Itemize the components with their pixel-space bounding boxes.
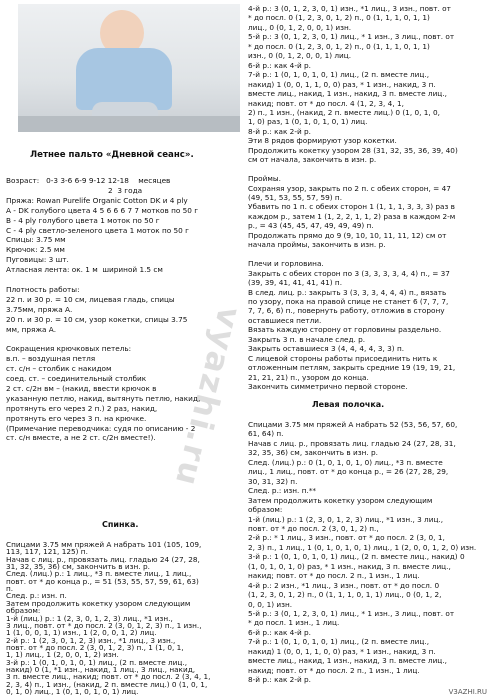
text-line: указанную петлю, накид, вытянуть петлю, накид,: [6, 393, 201, 403]
text-line: Закончить симметрично первой стороне.: [248, 382, 408, 391]
text-line: начала проймы, закончить в изн. р.: [248, 240, 386, 250]
text-line: 1, 0) раз, 1 (0, 1, 0, 1, 0, 1) лиц.: [248, 117, 368, 127]
text-line: 5-й р.: 3 (0, 1, 2, 3, 0, 1) лиц., * 1 изн., 3 лиц., повт. от: [248, 609, 455, 618]
text-line: накид) 1 (0, 0, 1, 1, 0, 0) раз, * 1 изн., накид, 3 п.: [248, 79, 436, 89]
text-line: Плотность работы:: [6, 284, 80, 294]
text-line: образом:: [248, 505, 283, 515]
text-line: 61, 64) п.: [248, 429, 284, 439]
text-line: 8-й р.: как 2-й р.: [248, 126, 311, 136]
text-line: Сохраняя узор, закрыть по 2 п. с обеих сторон, = 47: [248, 183, 451, 193]
text-line: 8-й р.: как 2-й р.: [248, 675, 311, 685]
floor-shape: [18, 116, 240, 132]
text-line: по узору, пока на правой спице не станет 6 (7, 7, 7,: [248, 296, 449, 306]
text-line: 30, 31, 32) п.: [248, 476, 298, 486]
text-line: накид; повт. от * до посл. 2 п., 1 изн., 1 лиц.: [248, 571, 420, 581]
text-line: каждом р., затем 1 (1, 2, 2, 1, 1, 2) раза в каждом 2-м: [248, 211, 456, 221]
site-label: V3AZHI.RU: [448, 688, 487, 696]
text-line: (1, 2, 3, 0, 1, 2) п., 0 (1, 1, 1, 0, 1, 1) лиц., 0 (0, 1, 2,: [248, 590, 442, 600]
text-line: Продолжать прямо до 9 (9, 10, 10, 11, 11, 12) см от: [248, 230, 447, 240]
text-line: Начав с лиц. р., провязать лиц. гладью 24 (27, 28, 31,: [248, 438, 456, 448]
text-line: (39, 39, 41, 41, 41, 41) п.: [248, 278, 343, 288]
text-line: 7, 7, 6, 6) п., повернуть работу, отложив в сторону: [248, 306, 445, 316]
text-line: повт. от * до посл. 2 (3, 0, 1, 2) п.,: [248, 523, 379, 533]
text-line: лиц., 1 лиц., повт. от * до конца р., = 26 (27, 28, 29,: [248, 467, 449, 477]
text-line: протянуть его через 3 п. на крючке.: [6, 413, 147, 423]
text-line: мм, пряжа А.: [6, 324, 57, 334]
text-line: В след. лиц. р.: закрыть 3 (3, 3, 3, 4, 4, 4) п., вязать: [248, 287, 447, 297]
text-line: * до посл. 0 (1, 2, 3, 0, 1, 2) п., 0 (1, 1, 1, 0, 1, 1): [248, 13, 430, 23]
text-line: Вязать каждую сторону от горловины раздельно.: [248, 325, 442, 335]
section-heading-back: Спинка.: [102, 520, 139, 529]
text-line: Плечи и горловина.: [248, 259, 324, 269]
text-line: Возраст: 0-3 3-6 6-9 9-12 12-18 месяцев: [6, 176, 171, 185]
text-line: След. (лиц.) р.: 0 (1, 0, 1, 0, 1, 0) лиц., *3 п. вместе: [248, 457, 443, 467]
text-line: Спицами 3.75 мм пряжей А набрать 101 (105, 109,: [6, 540, 202, 549]
text-line: 2 ст. с/2н вм – (накид, ввести крючок в: [6, 383, 157, 393]
text-line: 6-й р.: как 4-й р.: [248, 60, 311, 70]
text-line: 0, 1, 0) лиц., 1 (0, 1, 0, 1, 0, 1) лиц.: [6, 687, 139, 696]
text-line: ст. с/н – столбик с накидом: [6, 364, 112, 374]
text-line: Убавить по 1 п. с обеих сторон 1 (1, 1, 1, 3, 3, 3) раз в: [248, 202, 455, 212]
text-line: изн., 0 (0, 1, 2, 0, 0, 1) лиц.: [248, 51, 352, 61]
text-line: 2, 3) п., 1 лиц., 1 (0, 1, 0, 1, 0, 1) лиц., 1 (2, 0, 0, 1, 2, 0) изн.: [248, 542, 477, 552]
text-line: п.: [6, 584, 14, 594]
text-line: 1-й (лиц.) р.: 1 (2, 3, 0, 1, 2, 3) лиц., *1 изн., 3 лиц.,: [248, 514, 444, 524]
text-line: Затем продолжить кокетку узором следующим: [248, 495, 433, 505]
text-line: (1, 0, 1, 0, 1, 0) раз, * 1 изн., накид, 3 п. вместе лиц.,: [248, 561, 451, 571]
text-line: 6-й р.: как 4-й р.: [248, 627, 311, 637]
text-line: вместе лиц., накид, 1 изн., накид, 3 п. вместе лиц.,: [248, 89, 447, 99]
text-line: 113, 117, 121, 125) п.: [6, 547, 88, 557]
text-line: Эти 8 рядов формируют узор кокетки.: [248, 136, 397, 146]
text-line: Спицами 3.75 мм пряжей А набрать 52 (53, 56, 57, 60,: [248, 420, 458, 429]
text-line: * до посл. 0 (1, 2, 3, 0, 1, 2) п., 0 (1, 1, 1, 0, 1, 1): [248, 41, 430, 51]
text-line: 2) п., 1 изн., (накид, 2 п. вместе лиц.) 0 (1, 0, 1, 0,: [248, 107, 440, 117]
text-line: Сокращения крючковых петель:: [6, 344, 132, 354]
text-line: 32, 35, 36) см, закончить в изн. р.: [248, 448, 378, 458]
text-line: * до посл. 1 изн., 1 лиц.: [248, 618, 340, 628]
text-line: в.п. – воздушная петля: [6, 354, 96, 364]
document-title: Летнее пальто «Дневной сеанс».: [30, 150, 194, 160]
text-line: 3-й р.: 1 (0, 1, 0, 1, 0, 1) лиц., (2 п. вместе лиц., накид) 0: [248, 552, 465, 562]
text-line: 0, 0, 1) изн.: [248, 599, 293, 609]
text-line: 1-й (лиц.) р.: 1 (2, 3, 0, 1, 2, 3) лиц., *1 изн.,: [6, 613, 173, 623]
text-line: Закрыть 3 п. в начале след. р.: [248, 334, 366, 344]
text-line: лиц., 0 (0, 1, 2, 0, 0, 1) изн.: [248, 22, 352, 32]
text-line: р., = 43 (45, 45, 47, 49, 49, 49) п.: [248, 221, 374, 231]
text-line: Проймы.: [248, 174, 281, 184]
text-line: След. р.: изн. п.: [6, 591, 67, 601]
text-line: 2-й р.: * 1 лиц., 3 изн., повт. от * до посл. 2 (3, 0, 1,: [248, 533, 445, 543]
text-line: ст. с/н вместе, а не 2 ст. с/2н вместе!).: [6, 433, 156, 443]
text-line: Пряжа: Rowan Purelife Organic Cotton DK и 4 ply: [6, 195, 188, 205]
text-line: След. (лиц.) р.: 1 лиц., *3 п. вместе лиц., 1 лиц.,: [6, 569, 192, 579]
text-line: 20 п. и 30 р. = 10 см, узор кокетки, спицы 3.75: [6, 314, 188, 324]
text-line: Начав с лиц. р., провязать лиц. гладью 24 (27, 28,: [6, 554, 200, 564]
text-line: (Примечание переводчика: судя по описанию - 2: [6, 423, 196, 433]
text-line: Пуговицы: 3 шт.: [6, 255, 69, 265]
text-line: 2-й р.: 1 (2, 3, 0, 1, 2, 3) изн., *1 лиц., 3 изн.,: [6, 635, 176, 645]
text-line: соед. ст. – соединительный столбик: [6, 374, 147, 383]
section-heading-left-front: Левая полочка.: [312, 400, 385, 409]
text-line: С лицевой стороны работы присоединить нить к: [248, 353, 438, 363]
text-line: 21, 21, 21) п., узором до конца.: [248, 372, 369, 382]
text-line: накид) 0 (1, *1 изн., накид, 1 лиц., 3 лиц., накид,: [6, 664, 196, 674]
text-line: Закрыть с обеих сторон по 3 (3, 3, 3, 3, 4, 4) п., = 37: [248, 268, 450, 278]
text-line: повт. от * до посл. 2 (3, 0, 1, 2, 3) п., 1 (1, 0, 1,: [6, 642, 184, 652]
text-line: 2 3 года: [6, 185, 143, 195]
text-line: 2, 3, 4) п., 1 изн., (накид, 2 п. вместе лиц.) 0 (1, 0, 1,: [6, 679, 208, 689]
text-line: След. р.: изн. п.**: [248, 486, 317, 496]
baby-coat-shape: [76, 48, 172, 110]
text-line: отложенным петлям, закрыть средние 19 (19, 19, 21,: [248, 363, 456, 373]
text-line: 4-й р.: 2 изн., *1 лиц., 3 изн., повт. от * до посл. 0: [248, 580, 440, 590]
text-line: A - DK голубого цвета 4 5 6 6 6 7 7 мотков по 50 г: [6, 205, 199, 215]
text-line: 3 лиц., повт. от * до посл. 2 (3, 0, 1, 2, 3) п., 1 изн.,: [6, 620, 202, 630]
text-line: накид) 1 (0, 0, 1, 1, 0, 0) раз, * 1 изн., накид, 3 п.: [248, 646, 436, 656]
text-line: см от начала, закончить в изн. р.: [248, 155, 377, 165]
text-line: вместе лиц., накид, 1 изн., накид, 3 п. вместе лиц.,: [248, 656, 447, 666]
text-line: B - 4 ply голубого цвета 1 моток по 50 г: [6, 215, 160, 225]
text-line: Атласная лента: ок. 1 м шириной 1.5 см: [6, 265, 163, 275]
text-line: 22 п. и 30 р. = 10 см, лицевая гладь, спицы: [6, 294, 175, 304]
text-line: 31, 32, 35, 36) см, закончить в изн. р.: [6, 562, 150, 572]
text-line: Продолжить кокетку узором 28 (31, 32, 35, 36, 39, 40): [248, 145, 458, 155]
text-line: повт. от * до конца р., = 51 (53, 55, 57, 59, 61, 63): [6, 576, 199, 586]
text-line: (49, 51, 53, 55, 57, 59) п.: [248, 193, 343, 202]
text-line: 7-й р.: 1 (0, 1, 0, 1, 0, 1) лиц., (2 п. вместе лиц.,: [248, 637, 430, 647]
text-line: Затем продолжить кокетку узором следующим: [6, 598, 191, 608]
watermark-text: vyazhi.ru: [167, 302, 250, 492]
text-line: 3 п. вместе лиц., накид; повт. от * до посл. 2 (3, 4, 1,: [6, 672, 211, 682]
text-line: 3-й р.: 1 (0, 1, 0, 1, 0, 1) лиц., (2 п. вместе лиц.,: [6, 657, 188, 667]
text-line: Крючок: 2.5 мм: [6, 245, 65, 255]
text-line: протянуть его через 2 п.) 2 раз, накид,: [6, 403, 158, 413]
text-line: накид; повт. от * до посл. 4 (1, 2, 3, 4, 1,: [248, 98, 404, 108]
text-line: Спицы: 3.75 мм: [6, 235, 66, 245]
text-line: 1, 1) лиц., 1 (2, 0, 0, 1, 2) изн.: [6, 650, 119, 660]
text-line: Закрыть оставшиеся 3 (4, 4, 4, 4, 3, 3) п.: [248, 344, 405, 354]
text-line: оставшиеся петли.: [248, 315, 322, 325]
text-line: 7-й р.: 1 (0, 1, 0, 1, 0, 1) лиц., (2 п. вместе лиц.,: [248, 70, 430, 80]
baby-photo: [18, 4, 240, 132]
text-line: 3.75мм, пряжа А.: [6, 304, 73, 314]
text-line: 4-й р.: 3 (0, 1, 2, 3, 0, 1) изн., *1 лиц., 3 изн., повт. от: [248, 4, 451, 13]
text-line: 5-й р.: 3 (0, 1, 2, 3, 0, 1) лиц., * 1 изн., 3 лиц., повт. от: [248, 32, 455, 42]
text-line: C - 4 ply светло-зеленого цвета 1 моток по 50 г: [6, 225, 189, 235]
text-line: накид; повт. от * до посл. 2 п., 1 изн., 1 лиц.: [248, 665, 420, 675]
text-line: 1 (1, 0, 0, 1, 1) изн., 1 (2, 0, 0, 1, 2) лиц.: [6, 628, 157, 638]
text-line: образом:: [6, 606, 41, 616]
